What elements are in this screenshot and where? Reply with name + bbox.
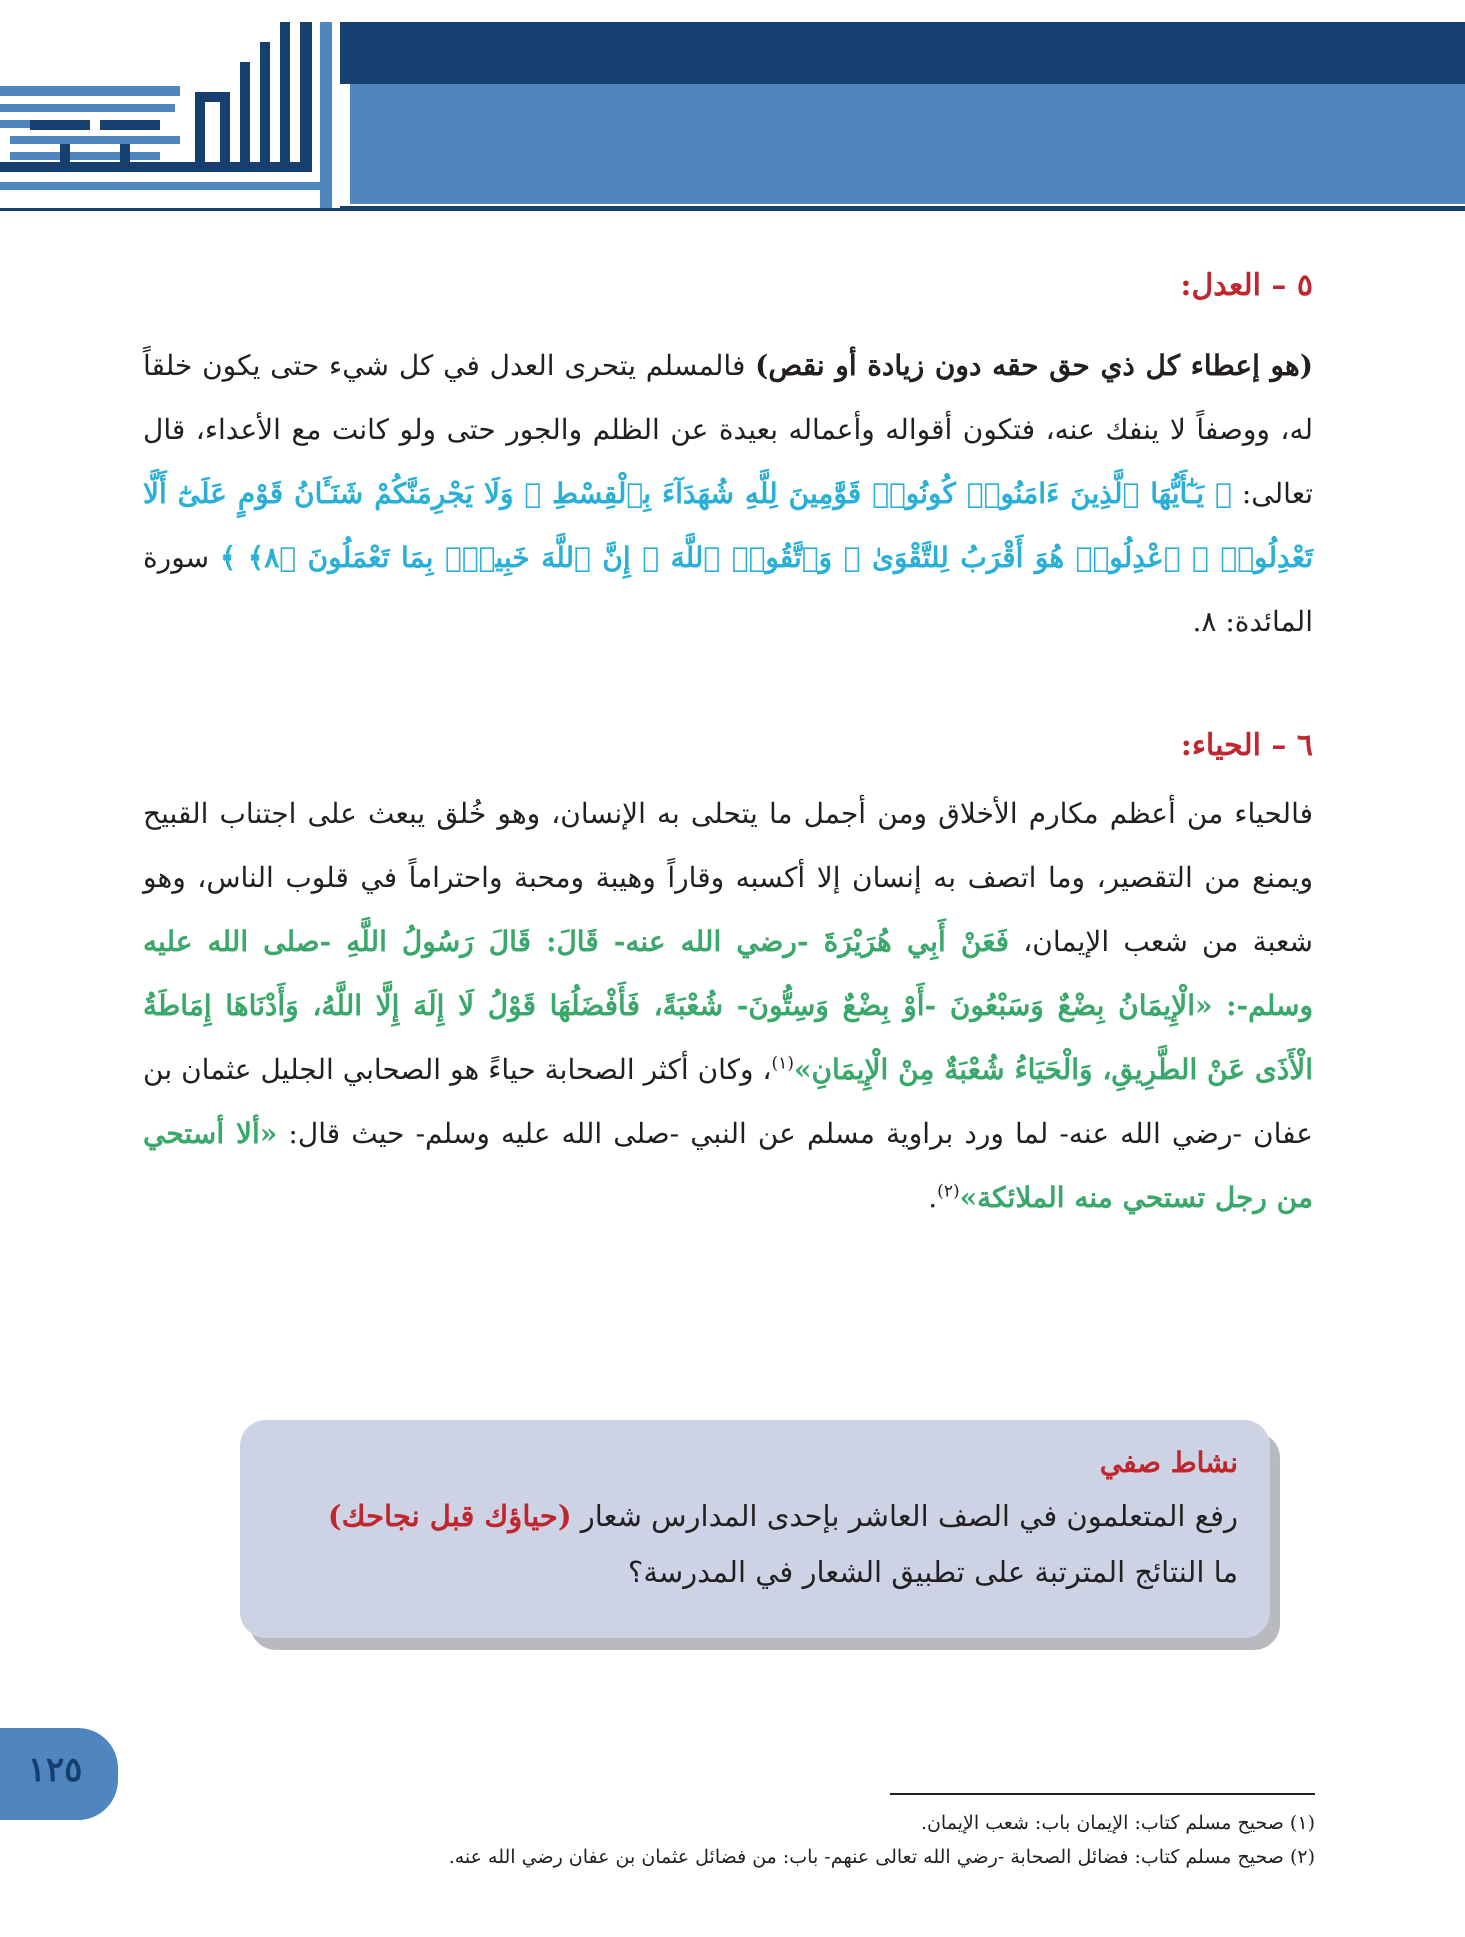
activity-title: نشاط صفي [1099, 1446, 1238, 1479]
footnote-ref-2[interactable]: (٢) [937, 1181, 960, 1202]
definition: (هو إعطاء كل ذي حق حقه دون زيادة أو نقص) [755, 349, 1313, 382]
activity-text: رفع المتعلمون في الصف العاشر بإحدى المدارس شعار [580, 1499, 1238, 1533]
footnote-2: (٢) صحيح مسلم كتاب: فضائل الصحابة -رضي الله تعالى عنهم- باب: من فضائل عثمان بن عفان رضي الله عنه. [448, 1846, 1315, 1868]
modesty-text-2: ، وكان أكثر الصحابة حياءً هو الصحابي الجليل عثمان بن عفان -رضي الله عنه- لما ورد براوية مسلم عن النبي -صلى الله عليه وسلم- حيث قال: [143, 1053, 1313, 1150]
prophet-quote: «ألا أستحي من رجل تستحي منه الملائكة» [143, 1117, 1313, 1214]
activity-slogan: (حياؤك قبل نجاحك) [327, 1499, 572, 1533]
section-title: العدل: [1180, 268, 1261, 303]
quran-verse: ﴿ يَـٰٓأَيُّهَا ٱلَّذِينَ ءَامَنُوا۟ كُونُوا۟ قَوَّٰمِينَ لِلَّهِ شُهَدَآءَ بِٱلْقِسْطِ ۖ وَلَا يَجْرِمَنَّكُمْ شَنَـَٔانُ قَوْمٍ عَلَىٰٓ أَلَّا تَعْدِلُوا۟ ۚ ٱعْدِلُوا۟ هُوَ أَقْرَبُ لِلتَّقْوَىٰ ۖ وَٱتَّقُوا۟ ٱللَّهَ ۚ إِنَّ ٱللَّهَ خَبِيرٌۢ بِمَا تَعْمَلُونَ ﴿٨﴾ ﴾ [143, 477, 1314, 574]
section-number: ٥ [1296, 268, 1313, 303]
activity-line-1 [272, 1488, 1238, 1544]
section-title: الحياء: [1180, 728, 1261, 763]
classroom-activity-box [240, 1420, 1270, 1638]
sentence-end: . [928, 1181, 938, 1214]
page-number: ١٢٥ [27, 1750, 83, 1790]
logo-text: التهذيب [170, 201, 177, 203]
modesty-paragraph [143, 782, 1313, 1230]
justice-paragraph [143, 334, 1313, 654]
hadith-text: فَعَنْ أَبِي هُرَيْرَةَ -رضي الله عنه- قَالَ: قَالَ رَسُولُ اللَّهِ -صلى الله عليه وسلم-: «الْإِيمَانُ بِضْعٌ وَسَبْعُونَ -أَوْ بِضْعٌ وَسِتُّونَ- شُعْبَةً، فَأَفْضَلُهَا قَوْلُ لَا إِلَهَ إِلَّا اللَّهُ، وَأَدْنَاهَا إِمَاطَةُ الْأَذَى عَنْ الطَّرِيقِ، وَالْحَيَاءُ شُعْبَةٌ مِنْ الْإِيمَانِ» [143, 925, 1313, 1086]
book-logo [0, 22, 340, 208]
section-heading-modesty: ٦ – الحياء: [1180, 728, 1313, 763]
section-heading-justice: ٥ – العدل: [1180, 268, 1313, 303]
activity-question: ما النتائج المترتبة على تطبيق الشعار في المدرسة؟ [627, 1555, 1238, 1589]
header-band-dark [340, 22, 1465, 84]
footnote-ref-1[interactable]: (١) [771, 1053, 794, 1074]
header-band-light [350, 84, 1465, 204]
footnote-1: (١) صحيح مسلم كتاب: الإيمان باب: شعب الإيمان. [920, 1812, 1315, 1834]
section-number: ٦ [1296, 728, 1313, 763]
modesty-text: فالحياء من أعظم مكارم الأخلاق ومن أجمل ما يتحلى به الإنسان، وهو خُلق يبعث على اجتناب القبيح ويمنع من التقصير، وما اتصف به إنسان إلا أكسبه وقاراً وهيبة ومحبة واحتراماً في قلوب الناس، وهو شعبة من شعب الإيمان، [143, 797, 1314, 958]
justice-text: فالمسلم يتحرى العدل في كل شيء حتى يكون خلقاً له، ووصفاً لا ينفك عنه، فتكون أقواله وأعماله بعيدة عن الظلم والجور حتى ولو كانت مع الأعداء، قال تعالى: [143, 349, 1313, 510]
surah-reference: سورة المائدة: ٨. [143, 541, 1313, 638]
footnote-rule [890, 1793, 1315, 1795]
